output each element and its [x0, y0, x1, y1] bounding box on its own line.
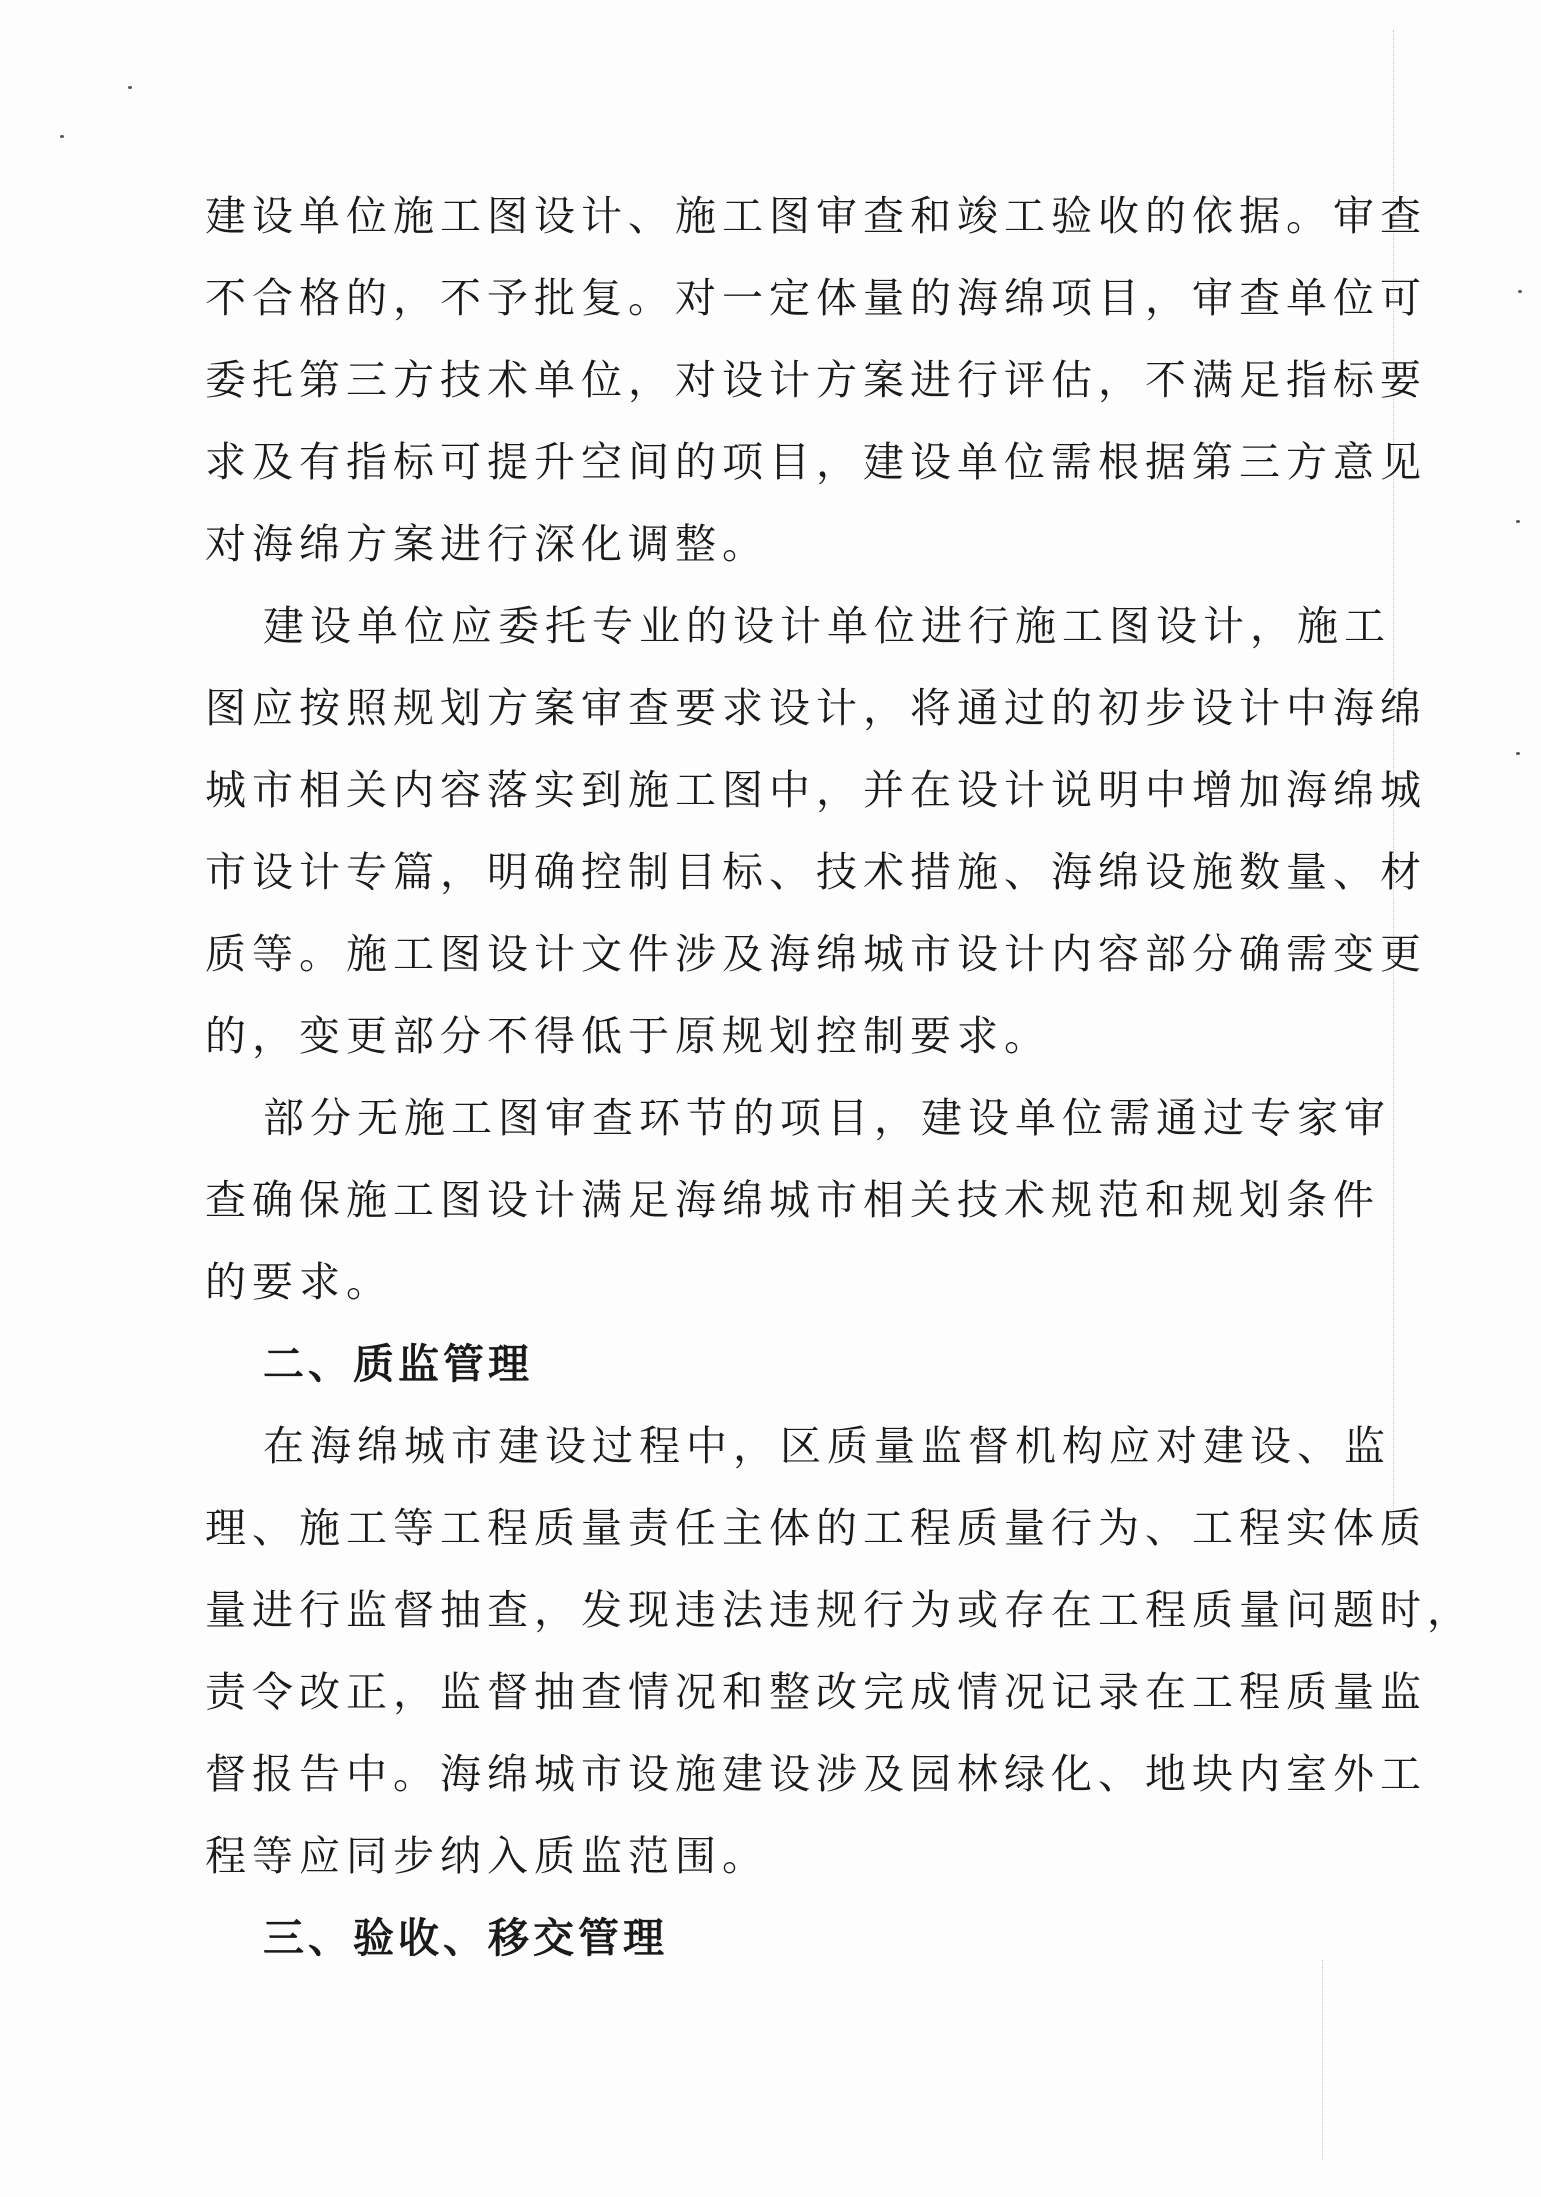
text-line: 质等。施工图设计文件涉及海绵城市设计内容部分确需变更 — [205, 930, 1427, 978]
scan-edge-line — [1322, 1960, 1324, 2160]
paragraph-2 — [205, 585, 1427, 1077]
text-line: 建设单位施工图设计、施工图审查和竣工验收的依据。审查 — [205, 192, 1427, 240]
text-line: 在海绵城市建设过程中，区质量监督机构应对建设、监 — [263, 1422, 1391, 1470]
scan-speck — [60, 135, 64, 138]
text-line: 城市相关内容落实到施工图中，并在设计说明中增加海绵城 — [205, 766, 1427, 814]
text-line: 督报告中。海绵城市设施建设涉及园林绿化、地块内室外工 — [205, 1750, 1427, 1798]
text-line: 建设单位应委托专业的设计单位进行施工图设计，施工 — [263, 602, 1391, 650]
text-line: 不合格的，不予批复。对一定体量的海绵项目，审查单位可 — [205, 274, 1427, 322]
text-line: 理、施工等工程质量责任主体的工程质量行为、工程实体质 — [205, 1504, 1427, 1552]
section-heading-2 — [205, 1323, 1325, 1405]
text-line: 程等应同步纳入质监范围。 — [205, 1832, 769, 1880]
paragraph-3 — [205, 1077, 1391, 1323]
text-line: 的要求。 — [205, 1258, 393, 1306]
scan-speck — [128, 86, 132, 89]
section-heading: 二、质监管理 — [263, 1340, 533, 1388]
scan-speck — [1518, 290, 1522, 293]
paragraph-1 — [205, 175, 1427, 585]
text-line: 对海绵方案进行深化调整。 — [205, 520, 769, 568]
text-line: 量进行监督抽查，发现违法违规行为或存在工程质量问题时， — [205, 1586, 1474, 1634]
text-line: 图应按照规划方案审查要求设计，将通过的初步设计中海绵 — [205, 684, 1427, 732]
text-line: 部分无施工图审查环节的项目，建设单位需通过专家审 — [263, 1094, 1391, 1142]
text-line: 委托第三方技术单位，对设计方案进行评估，不满足指标要 — [205, 356, 1427, 404]
scan-speck — [1516, 520, 1520, 523]
section-heading-3 — [205, 1897, 1325, 1979]
text-line: 责令改正，监督抽查情况和整改完成情况记录在工程质量监 — [205, 1668, 1427, 1716]
text-line: 的，变更部分不得低于原规划控制要求。 — [205, 1012, 1051, 1060]
section-heading: 三、验收、移交管理 — [263, 1914, 668, 1962]
text-line: 查确保施工图设计满足海绵城市相关技术规范和规划条件 — [205, 1176, 1380, 1224]
text-line: 市设计专篇，明确控制目标、技术措施、海绵设施数量、材 — [205, 848, 1427, 896]
text-line: 求及有指标可提升空间的项目，建设单位需根据第三方意见 — [205, 438, 1427, 486]
paragraph-4 — [205, 1405, 1474, 1897]
scan-speck — [1516, 752, 1520, 755]
